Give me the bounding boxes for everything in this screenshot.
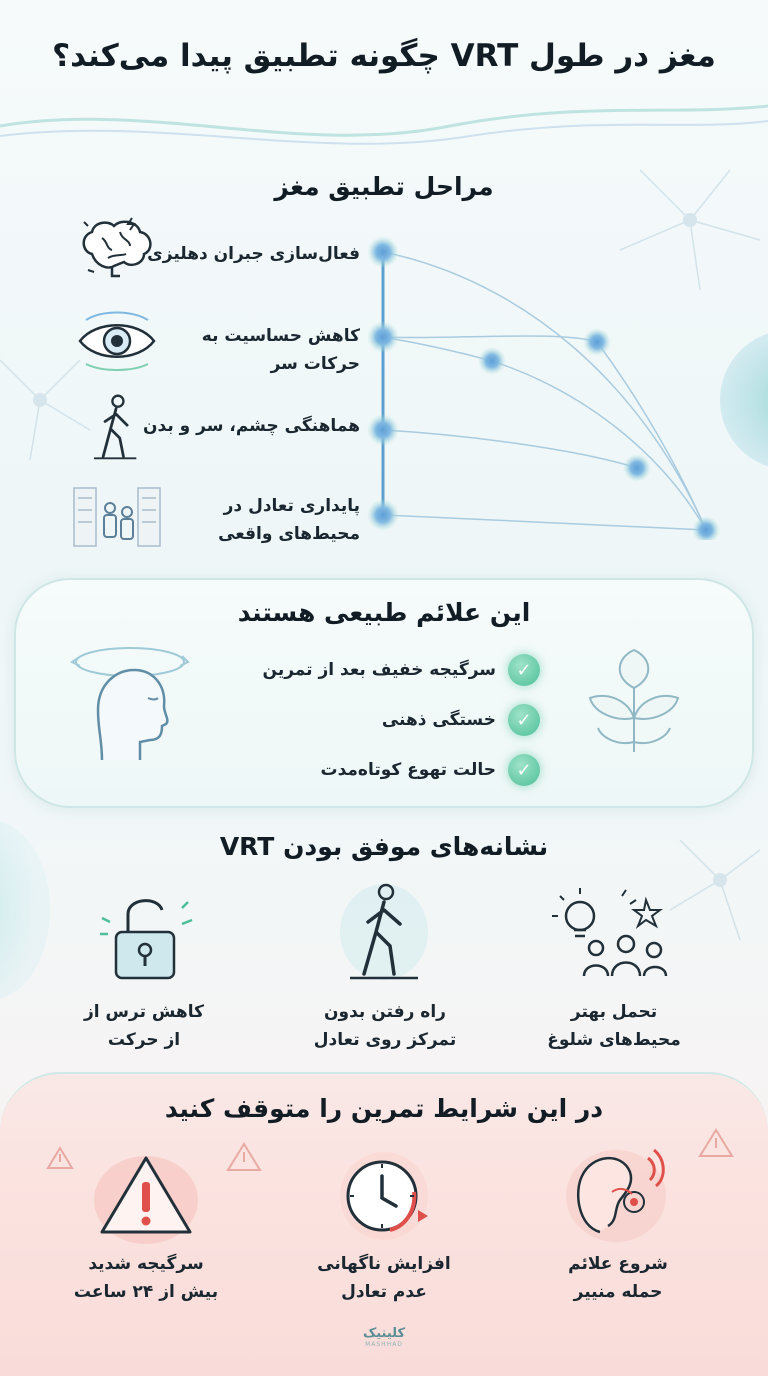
list-item: ✓ خستگی ذهنی: [220, 700, 540, 740]
stage-item: پایداری تعادل در محیط‌های واقعی: [218, 496, 360, 544]
warning-icon: [90, 1146, 202, 1246]
page-title: مغز در طول VRT چگونه تطبیق پیدا می‌کند؟: [52, 38, 716, 74]
stage-item: فعال‌سازی جبران دهلیزی: [147, 244, 360, 264]
walking-person-icon: [336, 878, 432, 986]
leaf-plant-icon: [584, 648, 684, 758]
stage-item: هماهنگی چشم، سر و بدن: [143, 416, 360, 436]
stop-item: سرگیجه شدید بیش از ۲۴ ساعت: [73, 1254, 219, 1302]
list-item: ✓ حالت تهوع کوتاه‌مدت: [220, 750, 540, 790]
dizzy-head-icon: [68, 640, 192, 770]
unlocked-padlock-icon: [92, 888, 198, 984]
brain-icon: [72, 214, 162, 284]
list-item: ✓ سرگیجه خفیف بعد از تمرین: [220, 650, 540, 690]
stop-item: شروع علائم حمله منییر: [568, 1254, 668, 1302]
check-icon: ✓: [508, 704, 540, 736]
symptoms-title: این علائم طبیعی هستند: [237, 598, 531, 627]
stop-title: در این شرایط تمرین را متوقف کنید: [164, 1094, 604, 1123]
crowd-street-icon: [72, 484, 162, 554]
inner-ear-icon: [560, 1142, 672, 1246]
stop-item: افزایش ناگهانی عدم تعادل: [317, 1254, 451, 1302]
clock-icon: [334, 1146, 434, 1246]
sign-item: کاهش ترس از از حرکت: [84, 1002, 204, 1050]
network-nodes: [367, 236, 720, 540]
decorative-wave: [0, 96, 768, 166]
sign-item: تحمل بهتر محیط‌های شلوغ: [547, 1002, 681, 1050]
stages-title: مراحل تطبیق مغز: [274, 172, 494, 201]
clinic-logo: کلینیک MASHHAD: [362, 1326, 406, 1348]
sign-item: راه رفتن بدون تمرکز روی تعادل: [313, 1002, 457, 1050]
check-icon: ✓: [508, 654, 540, 686]
check-icon: ✓: [508, 754, 540, 786]
stage-item: کاهش حساسیت به حرکات سر: [201, 326, 360, 374]
eye-icon: [72, 306, 162, 376]
signs-title: نشانه‌های موفق بودن VRT: [219, 832, 549, 861]
crowd-lightbulb-icon: [550, 886, 676, 986]
walking-person-icon: [72, 392, 162, 462]
